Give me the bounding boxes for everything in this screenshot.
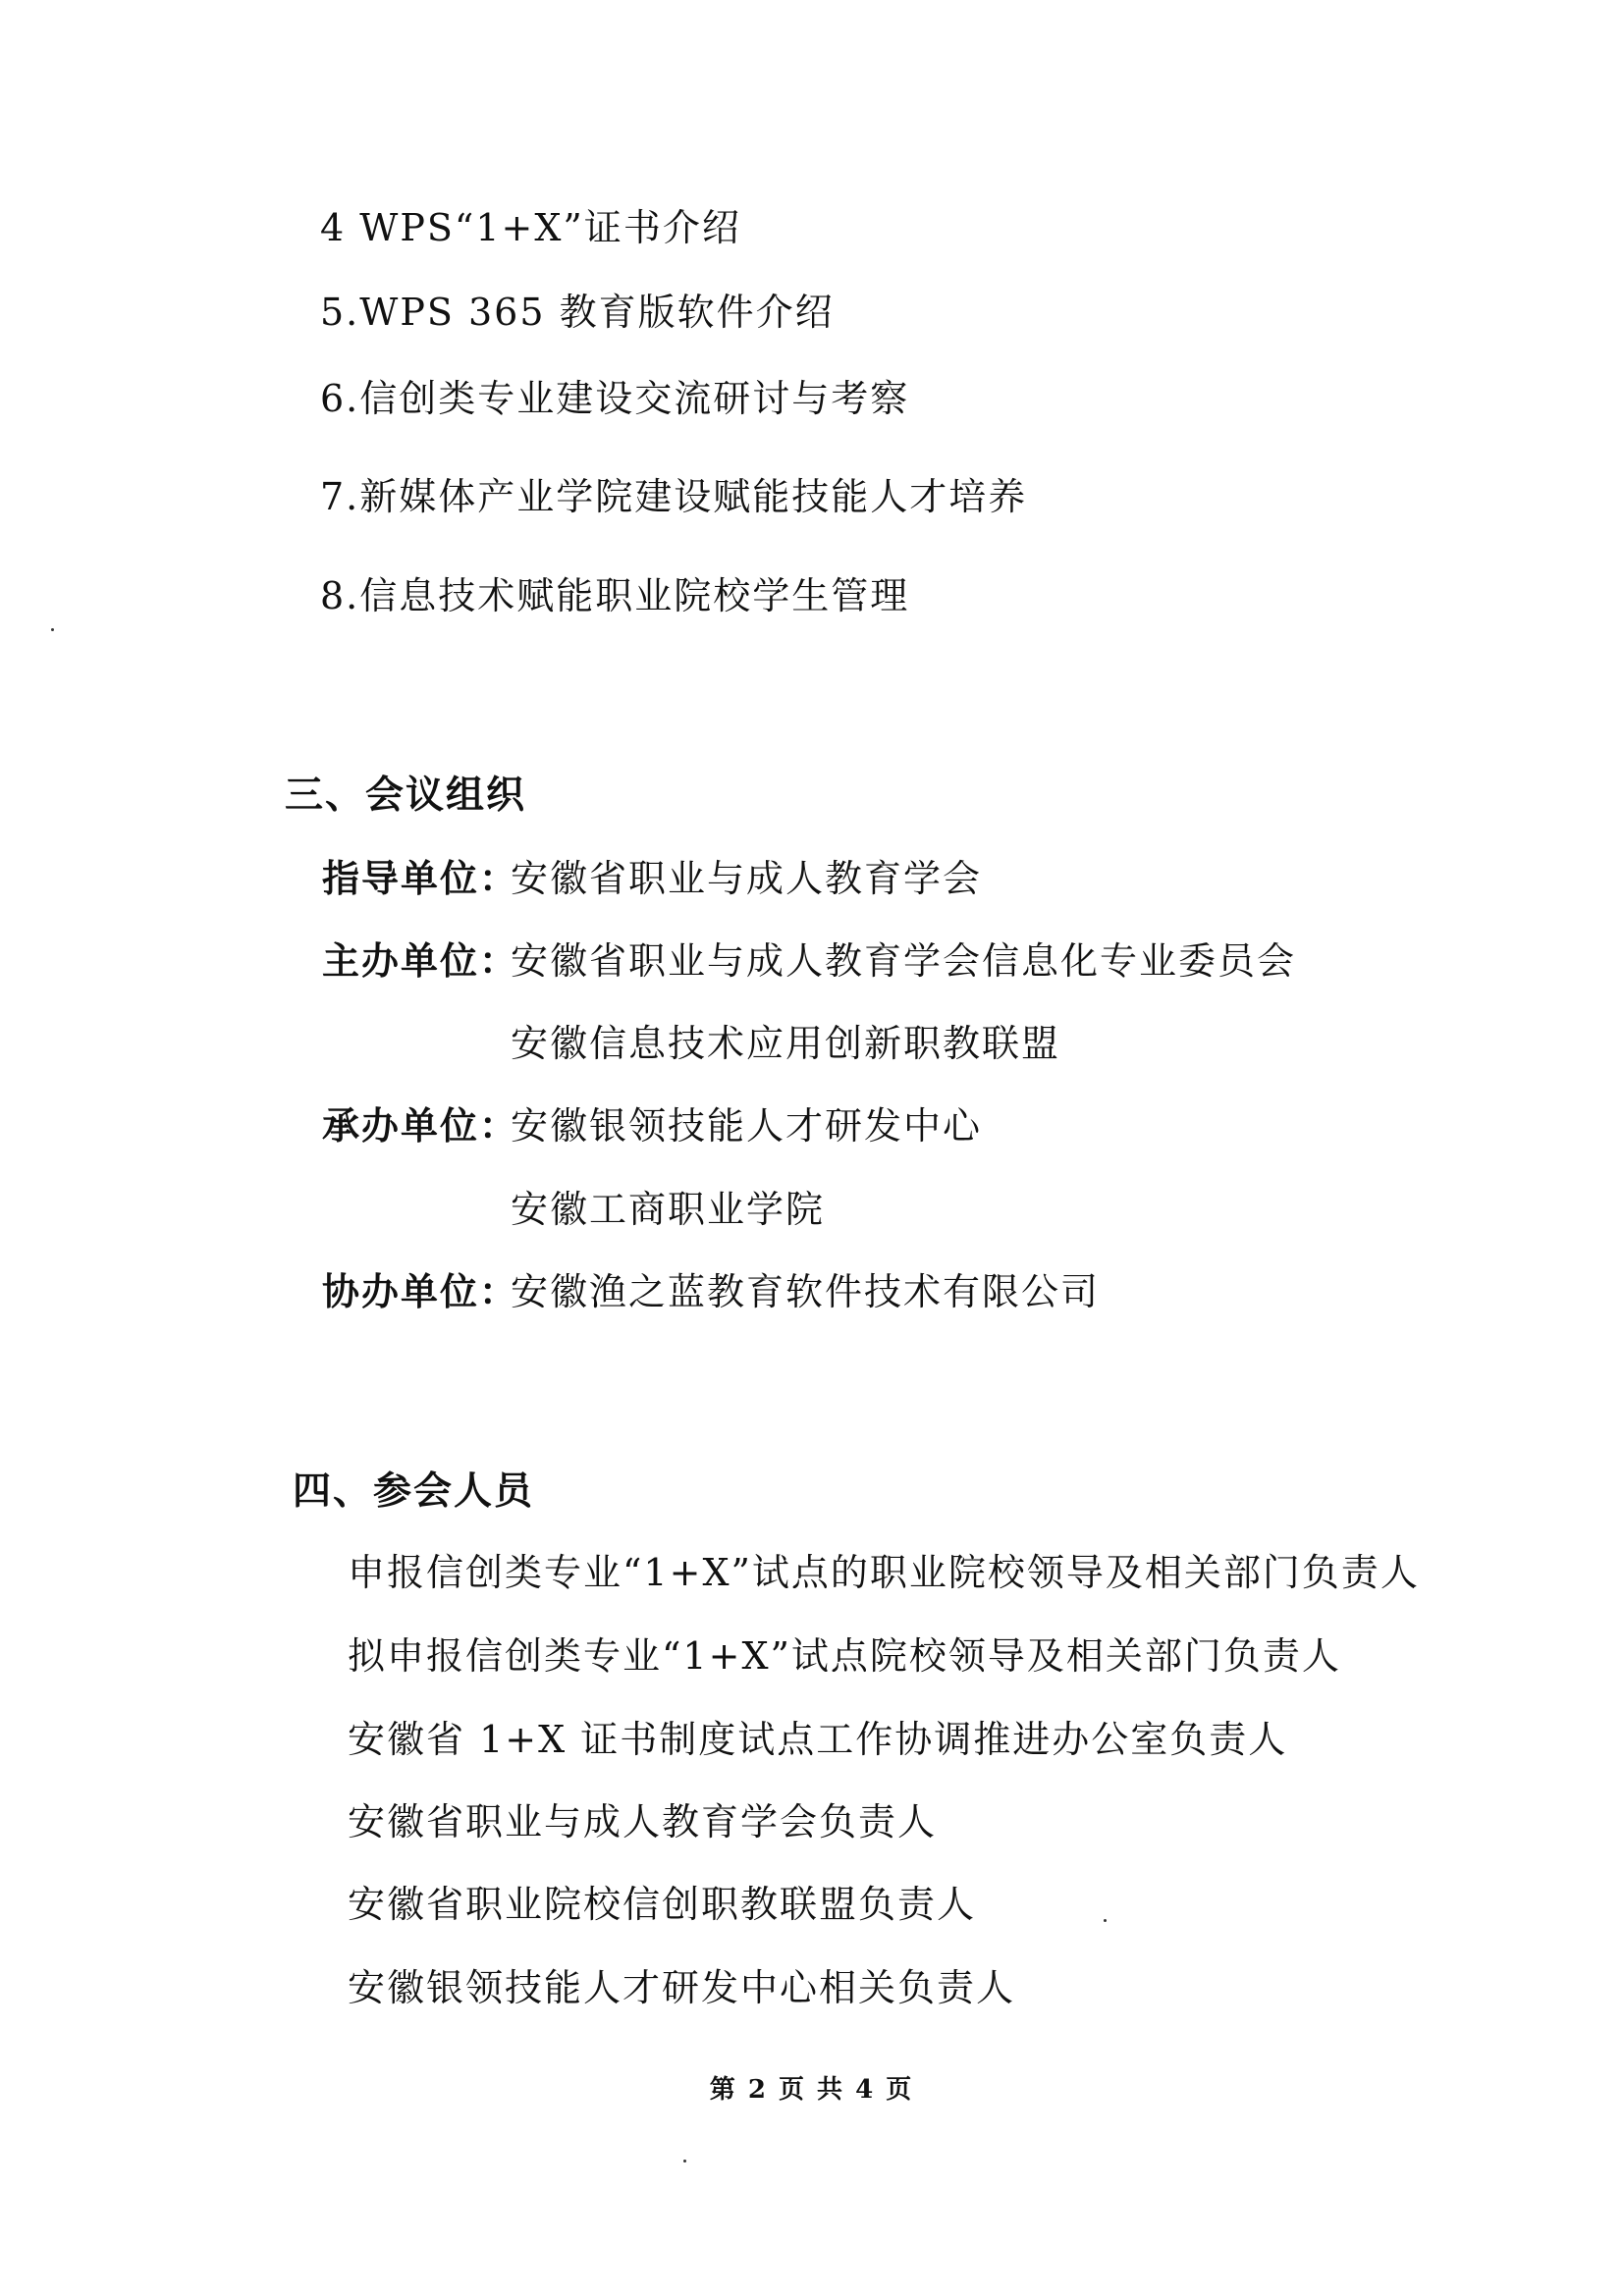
scan-speck xyxy=(1104,1919,1107,1922)
host-unit-value: 安徽信息技术应用创新职教联盟 xyxy=(511,1022,1061,1065)
guide-unit-label: 指导单位： xyxy=(322,856,519,900)
attendee-item: 拟申报信创类专业“1+X”试点院校领导及相关部门负责人 xyxy=(348,1634,1341,1678)
attendee-item: 安徽省职业与成人教育学会负责人 xyxy=(348,1800,938,1843)
attendee-item: 安徽省职业院校信创职教联盟负责人 xyxy=(348,1883,977,1926)
host-unit-value: 安徽省职业与成人教育学会信息化专业委员会 xyxy=(511,939,1297,983)
scan-speck xyxy=(51,628,54,631)
section-heading-organization: 三、会议组织 xyxy=(285,773,527,818)
attendee-item: 申报信创类专业“1+X”试点的职业院校领导及相关部门负责人 xyxy=(348,1551,1420,1594)
organizer-unit-label: 承办单位： xyxy=(322,1103,519,1148)
topic-item: 5.WPS 365 教育版软件介绍 xyxy=(320,291,835,334)
co-organizer-unit-label: 协办单位： xyxy=(322,1269,519,1313)
host-unit-label: 主办单位： xyxy=(322,938,519,983)
organizer-unit-value: 安徽银领技能人才研发中心 xyxy=(511,1104,983,1148)
attendee-item: 安徽省 1+X 证书制度试点工作协调推进办公室负责人 xyxy=(348,1718,1288,1761)
attendee-item: 安徽银领技能人才研发中心相关负责人 xyxy=(348,1966,1016,2009)
section-heading-attendees: 四、参会人员 xyxy=(293,1468,535,1514)
topic-item: 7.新媒体产业学院建设赋能技能人才培养 xyxy=(320,475,1028,518)
guide-unit-value: 安徽省职业与成人教育学会 xyxy=(511,857,983,900)
scan-speck xyxy=(683,2160,686,2163)
organizer-unit-value: 安徽工商职业学院 xyxy=(511,1188,826,1231)
topic-item: 6.信创类专业建设交流研讨与考察 xyxy=(320,377,910,420)
page-number-footer: 第 2 页 共 4 页 xyxy=(709,2075,914,2105)
co-organizer-unit-value: 安徽渔之蓝教育软件技术有限公司 xyxy=(511,1270,1101,1313)
topic-item: 8.信息技术赋能职业院校学生管理 xyxy=(320,574,910,617)
topic-item: 4 WPS“1+X”证书介绍 xyxy=(320,206,741,249)
